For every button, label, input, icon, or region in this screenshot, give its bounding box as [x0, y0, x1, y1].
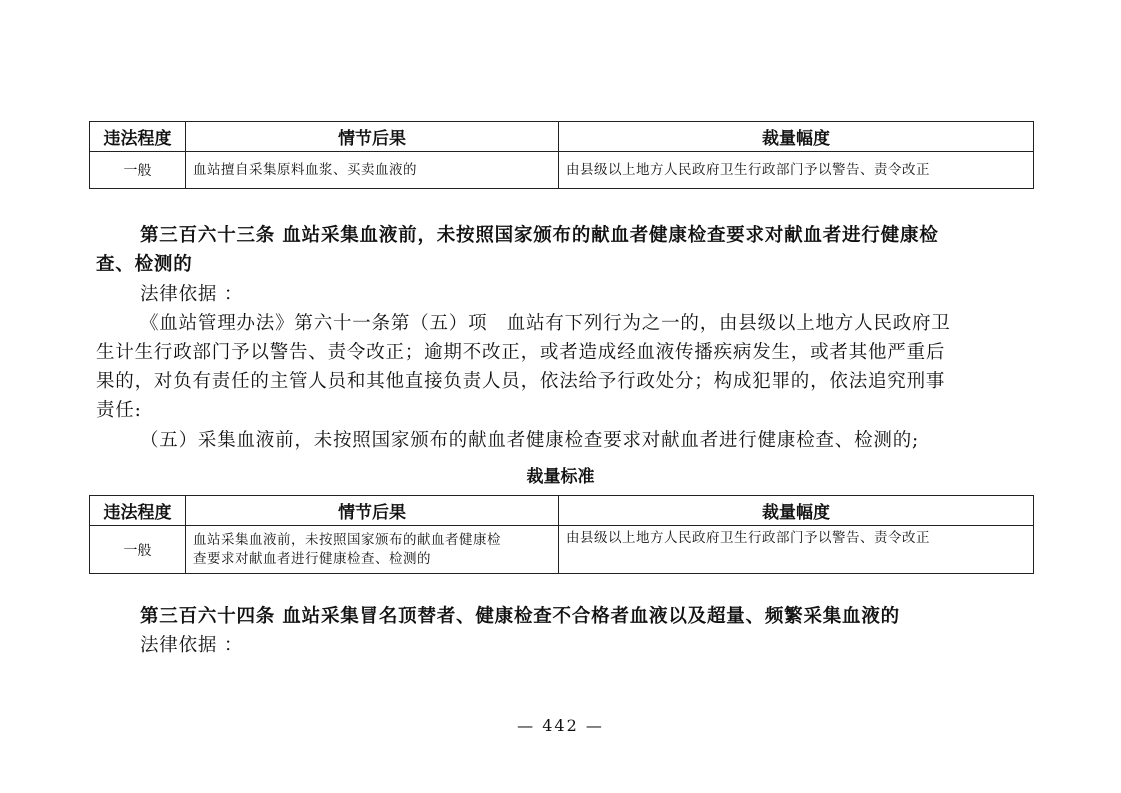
article-364-heading: 第三百六十四条 血站采集冒名顶替者、健康检查不合格者血液以及超量、频繁采集血液的 — [140, 606, 900, 627]
header-circumstance: 情节后果 — [186, 122, 559, 152]
cell-level: 一般 — [90, 526, 186, 574]
table-row — [90, 152, 1034, 189]
article-363-body-line3: 果的，对负有责任的主管人员和其他直接负责人员，依法给予行政处分；构成犯罪的，依法追究刑事 — [96, 371, 946, 392]
cell-level: 一般 — [90, 152, 186, 189]
article-363-heading-line2: 查、检测的 — [96, 254, 193, 275]
article-363-body-line4: 责任: — [96, 400, 142, 421]
legal-basis-label: 法律依据 ： — [140, 284, 244, 305]
header-violation-degree: 违法程度 — [90, 122, 186, 152]
cell-penalty: 由县级以上地方人民政府卫生行政部门予以警告、责令改正 — [559, 152, 1034, 189]
discretion-table-1 — [89, 121, 1034, 189]
page-number: — 442 — — [517, 716, 604, 735]
cell-circumstance-line1: 血站采集血液前，未按照国家颁布的献血者健康检 — [193, 531, 501, 548]
article-363-body-line2: 生计生行政部门予以警告、责令改正；逾期不改正，或者造成经血液传播疾病发生，或者其他严重后 — [96, 342, 946, 363]
cell-circumstance-line2: 查要求对献血者进行健康检查、检测的 — [193, 550, 431, 567]
cell-circumstance — [186, 526, 559, 574]
header-penalty-range: 裁量幅度 — [559, 122, 1034, 152]
cell-circumstance: 血站擅自采集原料血浆、买卖血液的 — [186, 152, 559, 189]
article-363-heading-line1: 第三百六十三条 血站采集血液前，未按照国家颁布的献血者健康检查要求对献血者进行健康检 — [140, 225, 939, 246]
discretion-standard-title: 裁量标准 — [526, 467, 595, 487]
discretion-table-2 — [89, 495, 1034, 574]
header-penalty-range: 裁量幅度 — [559, 496, 1034, 526]
article-363-item-5: （五）采集血液前，未按照国家颁布的献血者健康检查要求对献血者进行健康检查、检测的; — [140, 430, 920, 451]
header-circumstance: 情节后果 — [186, 496, 559, 526]
header-violation-degree: 违法程度 — [90, 496, 186, 526]
table-header-row — [90, 122, 1034, 152]
table-row — [90, 526, 1034, 574]
legal-basis-label-364: 法律依据 ： — [140, 635, 244, 656]
cell-penalty: 由县级以上地方人民政府卫生行政部门予以警告、责令改正 — [559, 526, 1034, 574]
article-363-body-line1: 《血站管理办法》第六十一条第（五）项 血站有下列行为之一的，由县级以上地方人民政府卫 — [140, 313, 951, 334]
table-header-row — [90, 496, 1034, 526]
